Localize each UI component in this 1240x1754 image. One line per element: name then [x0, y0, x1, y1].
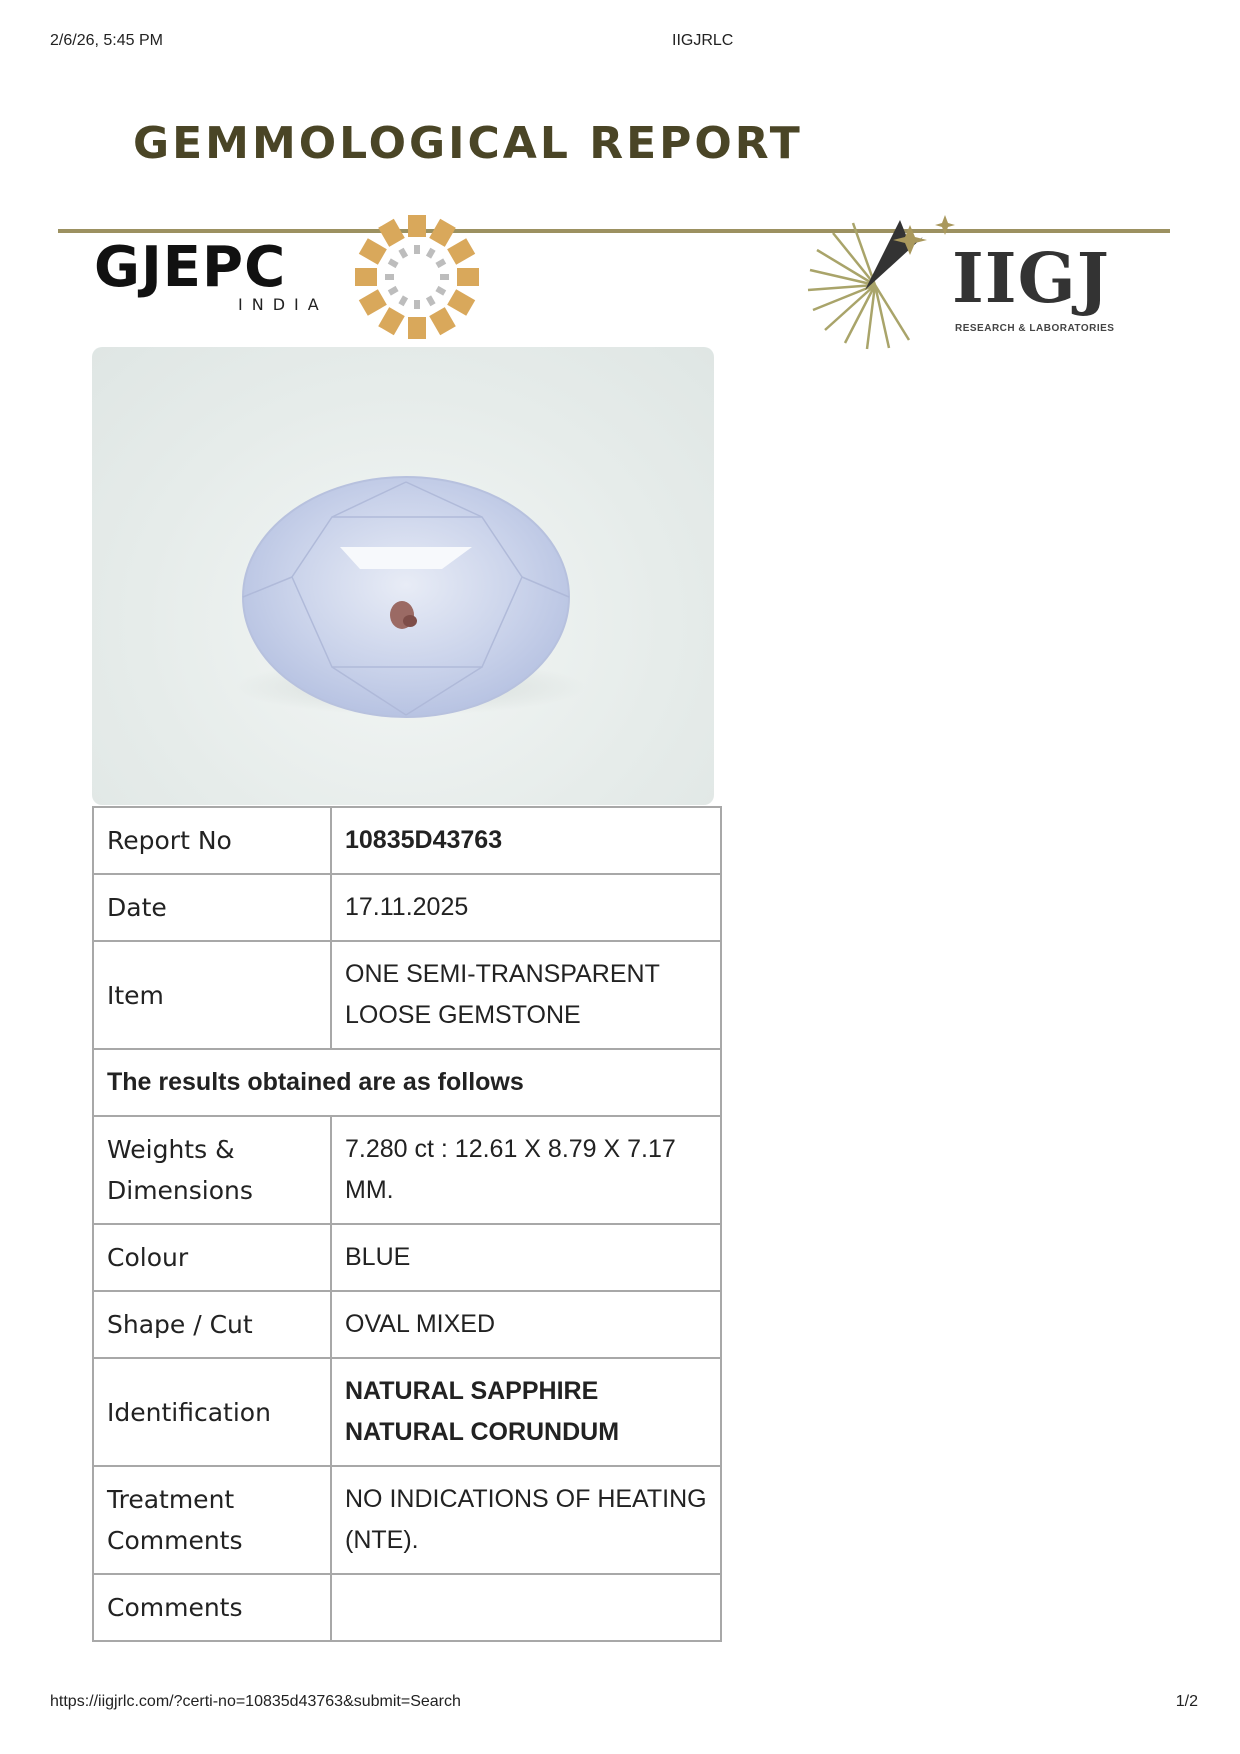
iigj-logo	[805, 215, 1145, 355]
print-timestamp: 2/6/26, 5:45 PM	[50, 32, 163, 49]
row-shape	[93, 1291, 721, 1358]
weights-label: Weights & Dimensions	[93, 1116, 331, 1224]
treatment-label: Treatment Comments	[93, 1466, 331, 1574]
row-report-no	[93, 807, 721, 874]
row-results-heading	[93, 1049, 721, 1116]
row-identification	[93, 1358, 721, 1466]
comments-label: Comments	[93, 1574, 331, 1641]
print-page-title: IIGJRLC	[672, 32, 734, 49]
gemstone-icon	[92, 347, 714, 805]
colour-label: Colour	[93, 1224, 331, 1291]
report-no-value: 10835D43763	[331, 807, 721, 874]
weights-value: 7.280 ct : 12.61 X 8.79 X 7.17 MM.	[331, 1116, 721, 1224]
shape-label: Shape / Cut	[93, 1291, 331, 1358]
iigj-logo-text: IIGJ	[952, 239, 1110, 319]
row-item	[93, 941, 721, 1049]
print-page-number: 1/2	[1175, 1693, 1198, 1710]
row-date	[93, 874, 721, 941]
print-url: https://iigjrlc.com/?certi-no=10835d43763&submit=Search	[50, 1693, 461, 1710]
item-label: Item	[93, 941, 331, 1049]
gjepc-logo-text: GJEPC	[94, 235, 287, 300]
row-treatment	[93, 1466, 721, 1574]
row-colour	[93, 1224, 721, 1291]
treatment-value: NO INDICATIONS OF HEATING (NTE).	[331, 1466, 721, 1574]
identification-line-1: NATURAL SAPPHIRE	[345, 1377, 599, 1405]
iigj-starburst-icon	[805, 215, 955, 355]
report-table	[92, 806, 722, 1642]
gemstone-photo	[92, 347, 714, 805]
colour-value: BLUE	[331, 1224, 721, 1291]
comments-value	[331, 1574, 721, 1641]
row-weights	[93, 1116, 721, 1224]
report-no-label: Report No	[93, 807, 331, 874]
identification-line-2: NATURAL CORUNDUM	[345, 1418, 620, 1446]
gjepc-logo	[90, 212, 490, 342]
report-title: GEMMOLOGICAL REPORT	[133, 118, 803, 169]
results-heading: The results obtained are as follows	[93, 1049, 721, 1116]
shape-value: OVAL MIXED	[331, 1291, 721, 1358]
iigj-logo-subtitle: RESEARCH & LABORATORIES	[955, 323, 1115, 334]
identification-value	[331, 1358, 721, 1466]
gjepc-logo-subtitle: INDIA	[238, 295, 328, 314]
gjepc-emblem-icon	[352, 212, 482, 342]
date-label: Date	[93, 874, 331, 941]
date-value: 17.11.2025	[331, 874, 721, 941]
identification-label: Identification	[93, 1358, 331, 1466]
row-comments	[93, 1574, 721, 1641]
item-value: ONE SEMI-TRANSPARENT LOOSE GEMSTONE	[331, 941, 721, 1049]
